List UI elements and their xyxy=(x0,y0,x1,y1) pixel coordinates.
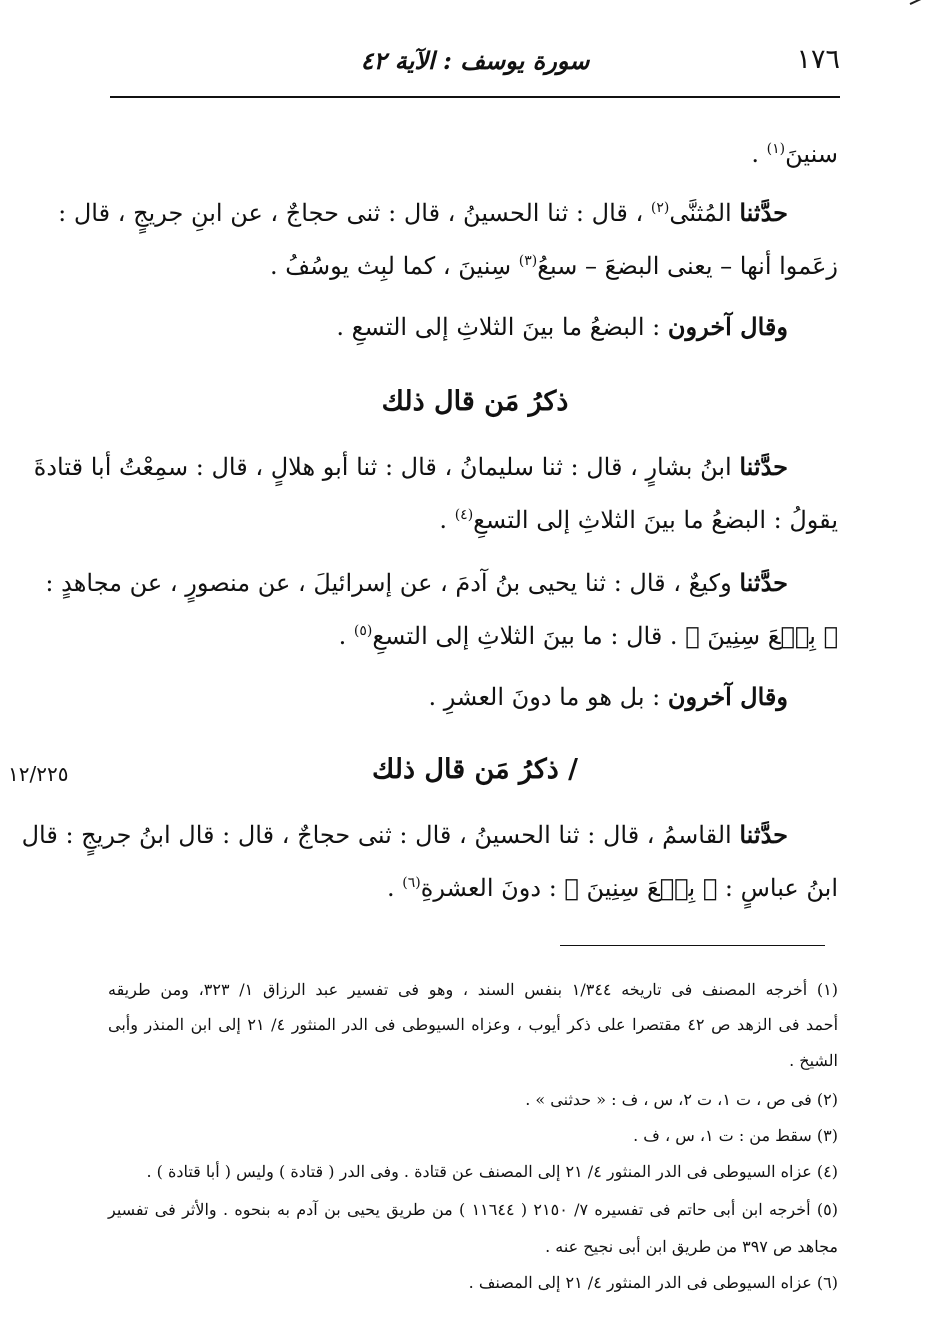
body-text: القاسمُ ، قال : ثنا الحسينُ ، قال : ثنى حجاجٌ ، قال : قال ابنُ جريجٍ : قال xyxy=(21,821,740,849)
body-line-4 xyxy=(108,312,788,341)
body-line-9 xyxy=(108,682,788,711)
hadith-lead: حدَّثنا xyxy=(739,198,788,227)
body-line-7 xyxy=(45,568,788,597)
body-text: : بل هو ما دونَ العشرِ . xyxy=(428,683,668,711)
footnote-1-line-1: (١) أخرجه المصنف فى تاريخه ١/٣٤٤ بنفس السند ، وهو فى تفسير عبد الرزاق ١/ ٣٢٣، ومن طريقه xyxy=(108,980,839,999)
footnote-marker: (١) xyxy=(766,141,786,157)
body-line-1 xyxy=(108,140,838,168)
footnote-marker: (٥) xyxy=(353,623,373,639)
footnote-1-line-2: أحمد فى الزهد ص ٤٢ مقتصرا على ذكر أيوب ، وعزاه السيوطى فى الدر المنثور ٤/ ٢١ إلى ابن المنذر وأبى xyxy=(108,1015,839,1034)
body-text: ابنُ بشارٍ ، قال : ثنا سليمانُ ، قال : ثنا أبو هلالٍ ، قال : سمِعْتُ أبا قتادةَ xyxy=(33,453,740,481)
running-title: سورة يوسف : الآية ٤٢ xyxy=(360,46,590,75)
page-number: ١٧٦ xyxy=(796,44,840,75)
body-text: : البضعُ ما بينَ الثلاثِ إلى التسعِ . xyxy=(336,313,668,341)
section-heading-2: / ذكرُ مَن قال ذلك xyxy=(371,754,578,785)
opinion-lead: وقال آخرون xyxy=(667,312,788,341)
body-text: : دونَ العشرةِ xyxy=(420,874,565,902)
body-text: . xyxy=(338,622,354,650)
hadith-lead: حدَّثنا xyxy=(739,452,788,481)
body-line-6 xyxy=(108,506,838,534)
body-text: زعَموا أنها – يعنى البضعَ – سبعُ xyxy=(537,252,838,280)
footnote-marker: (٢) xyxy=(650,200,670,216)
body-line-2 xyxy=(58,198,788,227)
body-text: وكيعٌ ، قال : ثنا يحيى بنُ آدمَ ، عن إسرائيلَ ، عن منصورٍ ، عن مجاهدٍ : xyxy=(45,569,740,597)
footnote-3: (٣) سقط من : ت ١، س ، ف . xyxy=(633,1126,838,1145)
footnote-marker: (٦) xyxy=(402,875,421,891)
body-text: . xyxy=(439,506,455,534)
body-line-8 xyxy=(108,622,838,650)
quran-verse: ﴿ بِضۡعَ سِنِينَ ﴾ xyxy=(564,874,718,902)
footnote-1-line-3: الشيخ . xyxy=(789,1051,838,1070)
body-text: يقولُ : البضعُ ما بينَ الثلاثِ إلى التسعِ xyxy=(473,506,838,534)
body-line-3 xyxy=(108,252,838,280)
body-line-5 xyxy=(33,452,788,481)
margin-page-reference: ١٢/٢٢٥ xyxy=(8,762,69,786)
hadith-lead: حدَّثنا xyxy=(739,568,788,597)
footnote-6: (٦) عزاه السيوطى فى الدر المنثور ٤/ ٢١ إلى المصنف . xyxy=(468,1273,838,1292)
header-rule xyxy=(110,96,840,98)
body-line-10 xyxy=(21,820,788,849)
body-text: . xyxy=(751,140,767,168)
page-header xyxy=(110,44,840,88)
footnote-separator xyxy=(560,945,825,946)
footnote-marker: (٤) xyxy=(454,507,474,523)
section-heading-1: ذكرُ مَن قال ذلك xyxy=(381,386,569,417)
body-text: . xyxy=(387,874,403,902)
body-text: سِنينَ ، كما لبِث يوسُفُ . xyxy=(269,252,519,280)
footnote-2: (٢) فى ص ، ت ١، ت ٢، س ، ف : « حدثنى » . xyxy=(525,1090,838,1109)
body-text: سنينَ xyxy=(785,140,838,168)
quran-verse: ﴿ بِضۡعَ سِنِينَ ﴾ xyxy=(685,622,838,650)
hadith-lead: حدَّثنا xyxy=(739,820,788,849)
footnote-4: (٤) عزاه السيوطى فى الدر المنثور ٤/ ٢١ إلى المصنف عن قتادة . وفى الدر ( قتادة ) وليس ( أبا قتادة ) . xyxy=(146,1162,838,1181)
body-text: ، قال : ثنا الحسينُ ، قال : ثنى حجاجٌ ، عن ابنِ جريجٍ ، قال : xyxy=(58,199,651,227)
body-text: . قال : ما بينَ الثلاثِ إلى التسعِ xyxy=(372,622,686,650)
corner-pen-mark xyxy=(910,0,945,19)
footnote-5-line-2: مجاهد ص ٣٩٧ من طريق ابن أبى نجيح عنه . xyxy=(545,1237,838,1256)
opinion-lead: وقال آخرون xyxy=(667,682,788,711)
footnote-5-line-1: (٥) أخرجه ابن أبى حاتم فى تفسيره ٧/ ٢١٥٠ ( ١١٦٤٤ ) من طريق يحيى بن آدم به بنحوه . والأثر فى تفسير xyxy=(108,1200,838,1219)
body-text: ابنُ عباسٍ : xyxy=(717,874,838,902)
footnote-marker: (٣) xyxy=(518,253,538,269)
body-text: المُثنَّى xyxy=(669,199,740,227)
body-line-11 xyxy=(108,874,838,902)
